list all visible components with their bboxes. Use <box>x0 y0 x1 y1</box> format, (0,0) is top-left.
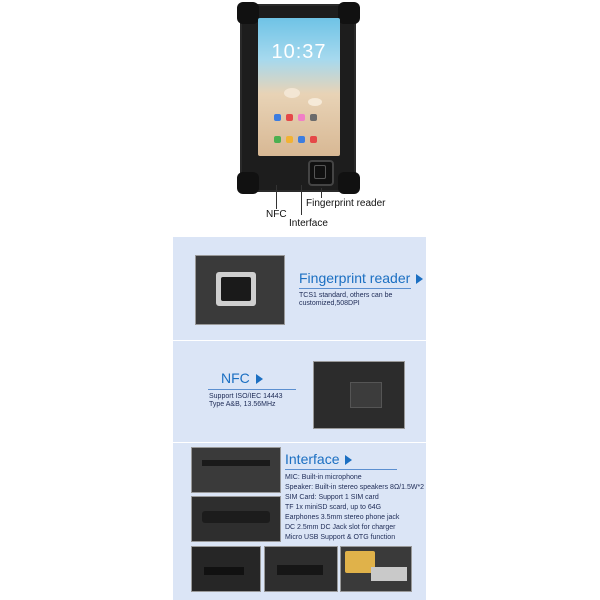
fingerprint-closeup-photo <box>195 255 285 325</box>
port-closeup-photo <box>264 546 338 592</box>
sim-slot-photo <box>340 546 412 592</box>
corner-bumper <box>338 172 360 194</box>
nfc-desc-line: Type A&B, 13.56MHz <box>209 401 276 408</box>
app-icon <box>298 136 305 143</box>
play-triangle-icon <box>256 374 263 384</box>
corner-bumper <box>237 2 259 24</box>
app-icon <box>298 114 305 121</box>
play-triangle-icon <box>416 274 423 284</box>
nfc-label: NFC <box>266 209 287 220</box>
app-icon <box>310 136 317 143</box>
tablet-screen <box>258 18 340 156</box>
app-icon <box>286 114 293 121</box>
nfc-callout-line <box>276 185 277 209</box>
port-closeup-photo <box>191 546 261 592</box>
play-triangle-icon <box>345 455 352 465</box>
fingerprint-desc-line: TCS1 standard, others can be <box>299 292 393 299</box>
interface-side-photo <box>191 447 281 493</box>
nfc-feature-title: NFC <box>221 370 263 386</box>
app-icon <box>286 136 293 143</box>
interface-desc-line: Speaker: Built-in stereo speakers 8Ω/1.5W*2 <box>285 484 425 491</box>
interface-side-photo <box>191 496 281 542</box>
fingerprint-label: Fingerprint reader <box>306 198 386 209</box>
section-divider <box>173 442 426 443</box>
nfc-closeup-photo <box>313 361 405 429</box>
screen-clock: 10:37 <box>271 41 327 63</box>
fingerprint-desc-line: customized,508DPI <box>299 300 360 307</box>
interface-feature-title: Interface <box>285 451 352 467</box>
fingerprint-sensor-window <box>314 165 326 179</box>
fingerprint-callout-line <box>321 188 322 198</box>
app-icon <box>274 114 281 121</box>
interface-desc-line: MIC: Built-in microphone <box>285 474 362 481</box>
corner-bumper <box>338 2 360 24</box>
interface-desc-line: Earphones 3.5mm stereo phone jack <box>285 514 400 521</box>
app-icon <box>310 114 317 121</box>
title-underline <box>299 288 411 289</box>
phone-app-icon <box>274 136 281 143</box>
fingerprint-feature-title: Fingerprint reader <box>299 270 423 286</box>
title-underline <box>285 469 397 470</box>
wallpaper-shell <box>308 98 322 106</box>
section-divider <box>173 340 426 341</box>
title-underline <box>208 389 296 390</box>
nfc-desc-line: Support ISO/IEC 14443 <box>209 393 283 400</box>
interface-desc-line: DC 2.5mm DC Jack slot for charger <box>285 524 396 531</box>
interface-desc-line: SIM Card: Support 1 SIM card <box>285 494 379 501</box>
interface-label: Interface <box>289 218 328 229</box>
wallpaper-shell <box>284 88 300 98</box>
corner-bumper <box>237 172 259 194</box>
interface-desc-line: Micro USB Support & OTG function <box>285 534 396 541</box>
interface-desc-line: TF 1x miniSD scard, up to 64G <box>285 504 382 511</box>
interface-callout-line <box>301 185 302 215</box>
